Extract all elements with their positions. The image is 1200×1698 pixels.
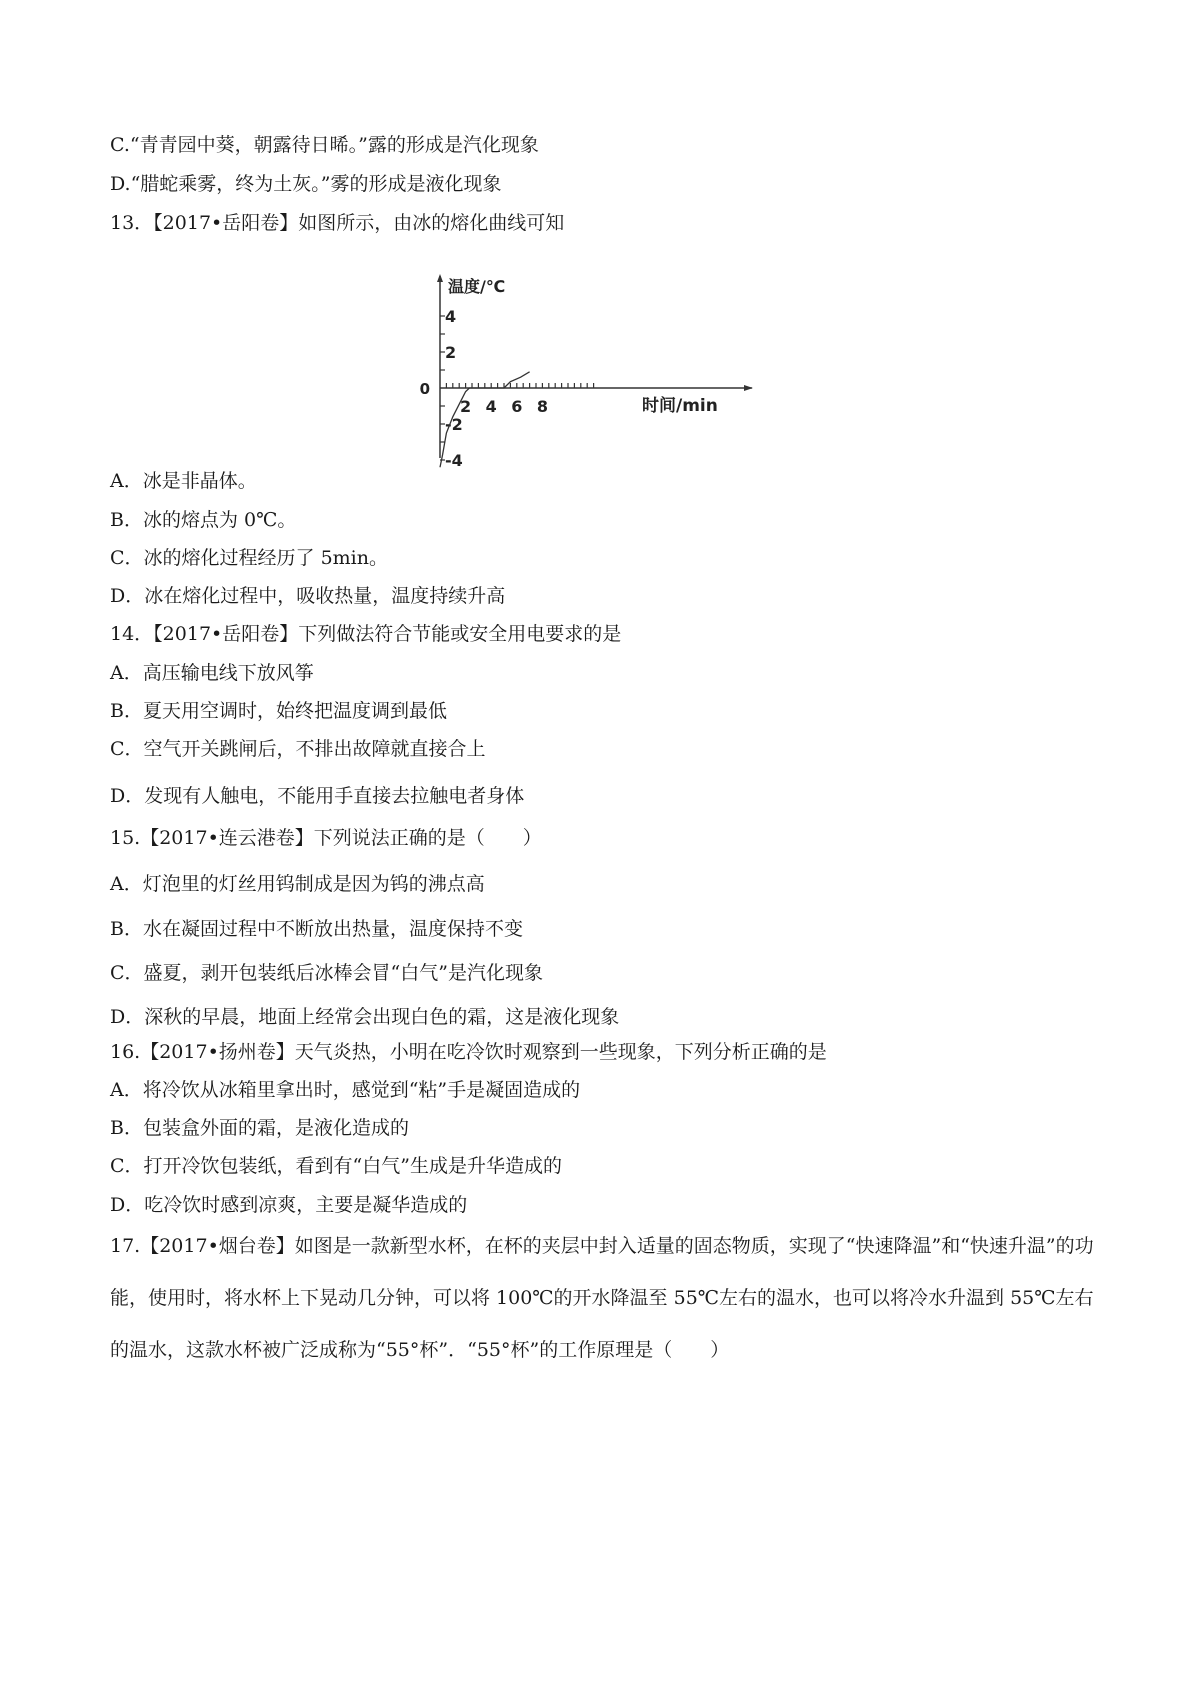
q13-stem: 13．【2017•岳阳卷】如图所示，由冰的熔化曲线可知 (110, 212, 565, 234)
q13-option-b: B．冰的熔点为 0℃。 (110, 509, 297, 531)
q13-option-a: A．冰是非晶体。 (110, 470, 257, 492)
y-tick-label: 2 (445, 343, 457, 362)
q14-option-b: B．夏天用空调时，始终把温度调到最低 (110, 700, 447, 722)
q16-option-a: A．将冷饮从冰箱里拿出时，感觉到“粘”手是凝固造成的 (110, 1079, 581, 1101)
x-axis-label: 时间/min (642, 396, 718, 416)
y-axis-label: 温度/℃ (448, 277, 506, 296)
q13-option-c: C．冰的熔化过程经历了 5min。 (110, 547, 388, 569)
q17-stem: 17.【2017•烟台卷】如图是一款新型水杯，在杯的夹层中封入适量的固态物质，实现了“快速降温”和“快速升温”的功能，使用时，将水杯上下晃动几分钟，可以将 100℃的开水降温至 55℃左右的温水，也可以将冷水升温到 55℃左右的温水，这款水杯被广泛成称为“55°杯”．“55°杯”的工作原理是（ ） (110, 1235, 1094, 1361)
q14-option-c: C．空气开关跳闸后，不排出故障就直接合上 (110, 738, 486, 760)
q16-option-b: B．包装盒外面的霜，是液化造成的 (110, 1117, 409, 1139)
x-tick-label: 6 (511, 397, 523, 416)
y-tick-label: 4 (445, 307, 457, 326)
q14-option-d: D．发现有人触电，不能用手直接去拉触电者身体 (110, 785, 525, 807)
q12-option-d: D.“腊蛇乘雾，终为土灰。”雾的形成是液化现象 (110, 173, 502, 195)
q15-option-a: A．灯泡里的灯丝用钨制成是因为钨的沸点高 (110, 873, 485, 895)
q16-option-d: D．吃冷饮时感到凉爽，主要是凝华造成的 (110, 1194, 468, 1216)
chart-axes (420, 274, 753, 458)
x-axis-arrow (744, 385, 753, 391)
q13-option-d: D．冰在熔化过程中，吸收热量，温度持续升高 (110, 585, 506, 607)
origin-label: 0 (420, 380, 430, 398)
q12-option-c: C.“青青园中葵，朝露待日晞。”露的形成是汽化现象 (110, 134, 539, 156)
ice-melting-chart (420, 272, 780, 472)
q15-stem: 15.【2017•连云港卷】下列说法正确的是（ ） (110, 827, 542, 849)
q15-option-c: C．盛夏，剥开包装纸后冰棒会冒“白气”是汽化现象 (110, 962, 543, 984)
y-tick-label: -4 (445, 451, 463, 470)
x-tick-label: 8 (536, 397, 548, 416)
q16-option-c: C．打开冷饮包装纸，看到有“白气”生成是升华造成的 (110, 1155, 562, 1177)
q14-option-a: A．高压输电线下放风筝 (110, 662, 314, 684)
y-axis-arrow (437, 274, 443, 282)
q15-option-d: D．深秋的早晨，地面上经常会出现白色的霜，这是液化现象 (110, 1006, 620, 1028)
q14-stem: 14．【2017•岳阳卷】下列做法符合节能或安全用电要求的是 (110, 623, 622, 645)
x-tick-label: 4 (485, 397, 497, 416)
q16-stem: 16.【2017•扬州卷】天气炎热，小明在吃冷饮时观察到一些现象，下列分析正确的是 (110, 1041, 827, 1063)
x-tick-label: 2 (460, 397, 472, 416)
q15-option-b: B．水在凝固过程中不断放出热量，温度保持不变 (110, 918, 523, 940)
y-tick-label: -2 (445, 415, 463, 434)
